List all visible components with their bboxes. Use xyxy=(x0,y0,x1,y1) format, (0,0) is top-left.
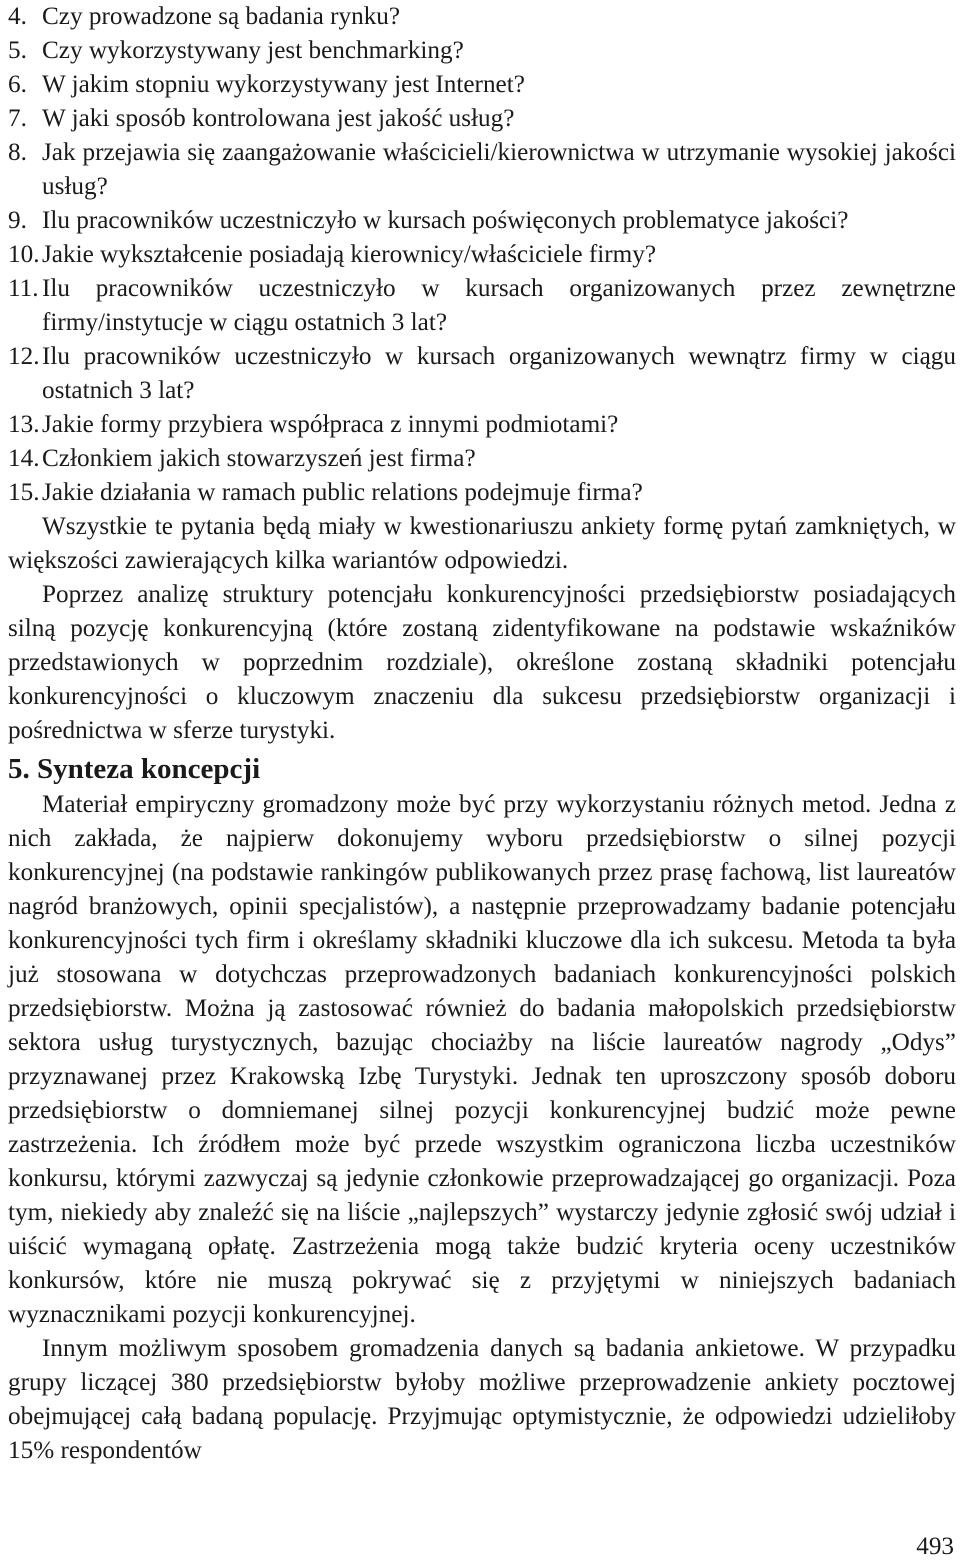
item-number: 4. xyxy=(8,3,27,30)
item-number: 5. xyxy=(8,37,27,64)
item-number: 10. xyxy=(8,241,40,268)
item-number: 12. xyxy=(8,343,40,370)
body-paragraph: Poprzez analizę struktury potencjału konkurencyjności przedsiębiorstw posiadających silną pozycję konkurencyjną (które zostaną zidentyfikowane na podstawie wskaźników przedstawionych w poprzednim rozdziale), określone zostaną składniki potencjału konkurencyjności o kluczowym znaczeniu dla sukcesu przedsiębiorstw organizacji i pośrednictwa w sferze turystyki. xyxy=(8,581,956,744)
item-number: 6. xyxy=(8,71,27,98)
list-item xyxy=(8,102,956,136)
item-number: 14. xyxy=(8,445,40,472)
item-text: Jakie działania w ramach public relations podejmuje firma? xyxy=(42,479,643,506)
item-text: Ilu pracowników uczestniczyło w kursach organizowanych wewnątrz firmy w ciągu ostatnich 3 lat? xyxy=(42,343,956,404)
item-text: Jak przejawia się zaangażowanie właścicieli/kierownictwa w utrzymanie wysokiej jakości usług? xyxy=(42,139,956,200)
body-paragraph: Materiał empiryczny gromadzony może być przy wykorzystaniu różnych metod. Jedna z nich zakłada, że najpierw dokonujemy wyboru przedsiębiorstw o silnej pozycji konkurencyjnej (na podstawie rankingów publikowanych przez prasę fachową, list laureatów nagród branżowych, opinii specjalistów), a następnie przeprowadzamy badanie potencjału konkurencyjności tych firm i określamy składniki kluczowe dla ich sukcesu. Metoda ta była już stosowana w dotychczas przeprowadzonych badaniach konkurencyjności polskich przedsiębiorstw. Można ją zastosować również do badania małopolskich przedsiębiorstw sektora usług turystycznych, bazując chociażby na liście laureatów nagrody „Odys” przyznawanej przez Krakowską Izbę Turystyki. Jednak ten uproszczony sposób doboru przedsiębiorstw o domniemanej silnej pozycji konkurencyjnej budzić może pewne zastrzeżenia. Ich źródłem może być przede wszystkim ograniczona liczba uczestników konkursu, którymi zazwyczaj są jedynie członkowie przeprowadzającej go organizacji. Poza tym, niekiedy aby znaleźć się na liście „najlepszych” wystarczy jedynie zgłosić swój udział i uiścić wymaganą opłatę. Zastrzeżenia mogą także budzić kryteria oceny uczestników konkursów, które nie muszą pokrywać się z przyjętymi w niniejszych badaniach wyznacznikami pozycji konkurencyjnej. xyxy=(8,791,956,1328)
item-text: Jakie wykształcenie posiadają kierownicy/właściciele firmy? xyxy=(42,241,657,268)
list-item xyxy=(8,272,956,340)
list-item xyxy=(8,136,956,204)
list-item xyxy=(8,476,956,510)
item-text: Ilu pracowników uczestniczyło w kursach organizowanych przez zewnętrzne firmy/instytucje w ciągu ostatnich 3 lat? xyxy=(42,275,956,336)
list-item xyxy=(8,340,956,408)
item-text: W jaki sposób kontrolowana jest jakość usług? xyxy=(42,105,515,132)
list-item xyxy=(8,0,956,34)
item-text: W jakim stopniu wykorzystywany jest Internet? xyxy=(42,71,525,98)
question-list xyxy=(8,0,956,510)
list-item xyxy=(8,68,956,102)
item-text: Czy wykorzystywany jest benchmarking? xyxy=(42,37,464,64)
item-number: 13. xyxy=(8,411,40,438)
item-text: Czy prowadzone są badania rynku? xyxy=(42,3,401,30)
section-heading: 5. Synteza koncepcji xyxy=(8,753,261,785)
item-number: 9. xyxy=(8,207,27,234)
item-number: 11. xyxy=(8,275,39,302)
item-number: 8. xyxy=(8,139,27,166)
list-item xyxy=(8,238,956,272)
item-number: 15. xyxy=(8,479,40,506)
list-item xyxy=(8,204,956,238)
body-paragraph: Wszystkie te pytania będą miały w kwestionariuszu ankiety formę pytań zamkniętych, w większości zawierających kilka wariantów odpowiedzi. xyxy=(8,513,956,574)
list-item xyxy=(8,408,956,442)
document-page xyxy=(8,0,956,1468)
item-text: Jakie formy przybiera współpraca z innymi podmiotami? xyxy=(42,411,619,438)
item-number: 7. xyxy=(8,105,27,132)
item-text: Ilu pracowników uczestniczyło w kursach poświęconych problematyce jakości? xyxy=(42,207,849,234)
page-number: 493 xyxy=(916,1533,954,1560)
item-text: Członkiem jakich stowarzyszeń jest firma? xyxy=(42,445,476,472)
list-item xyxy=(8,34,956,68)
list-item xyxy=(8,442,956,476)
body-paragraph: Innym możliwym sposobem gromadzenia danych są badania ankietowe. W przypadku grupy liczącej 380 przedsiębiorstw byłoby możliwe przeprowadzenie ankiety pocztowej obejmującej całą badaną populację. Przyjmując optymistycznie, że odpowiedzi udzieliłoby 15% respondentów xyxy=(8,1335,956,1464)
